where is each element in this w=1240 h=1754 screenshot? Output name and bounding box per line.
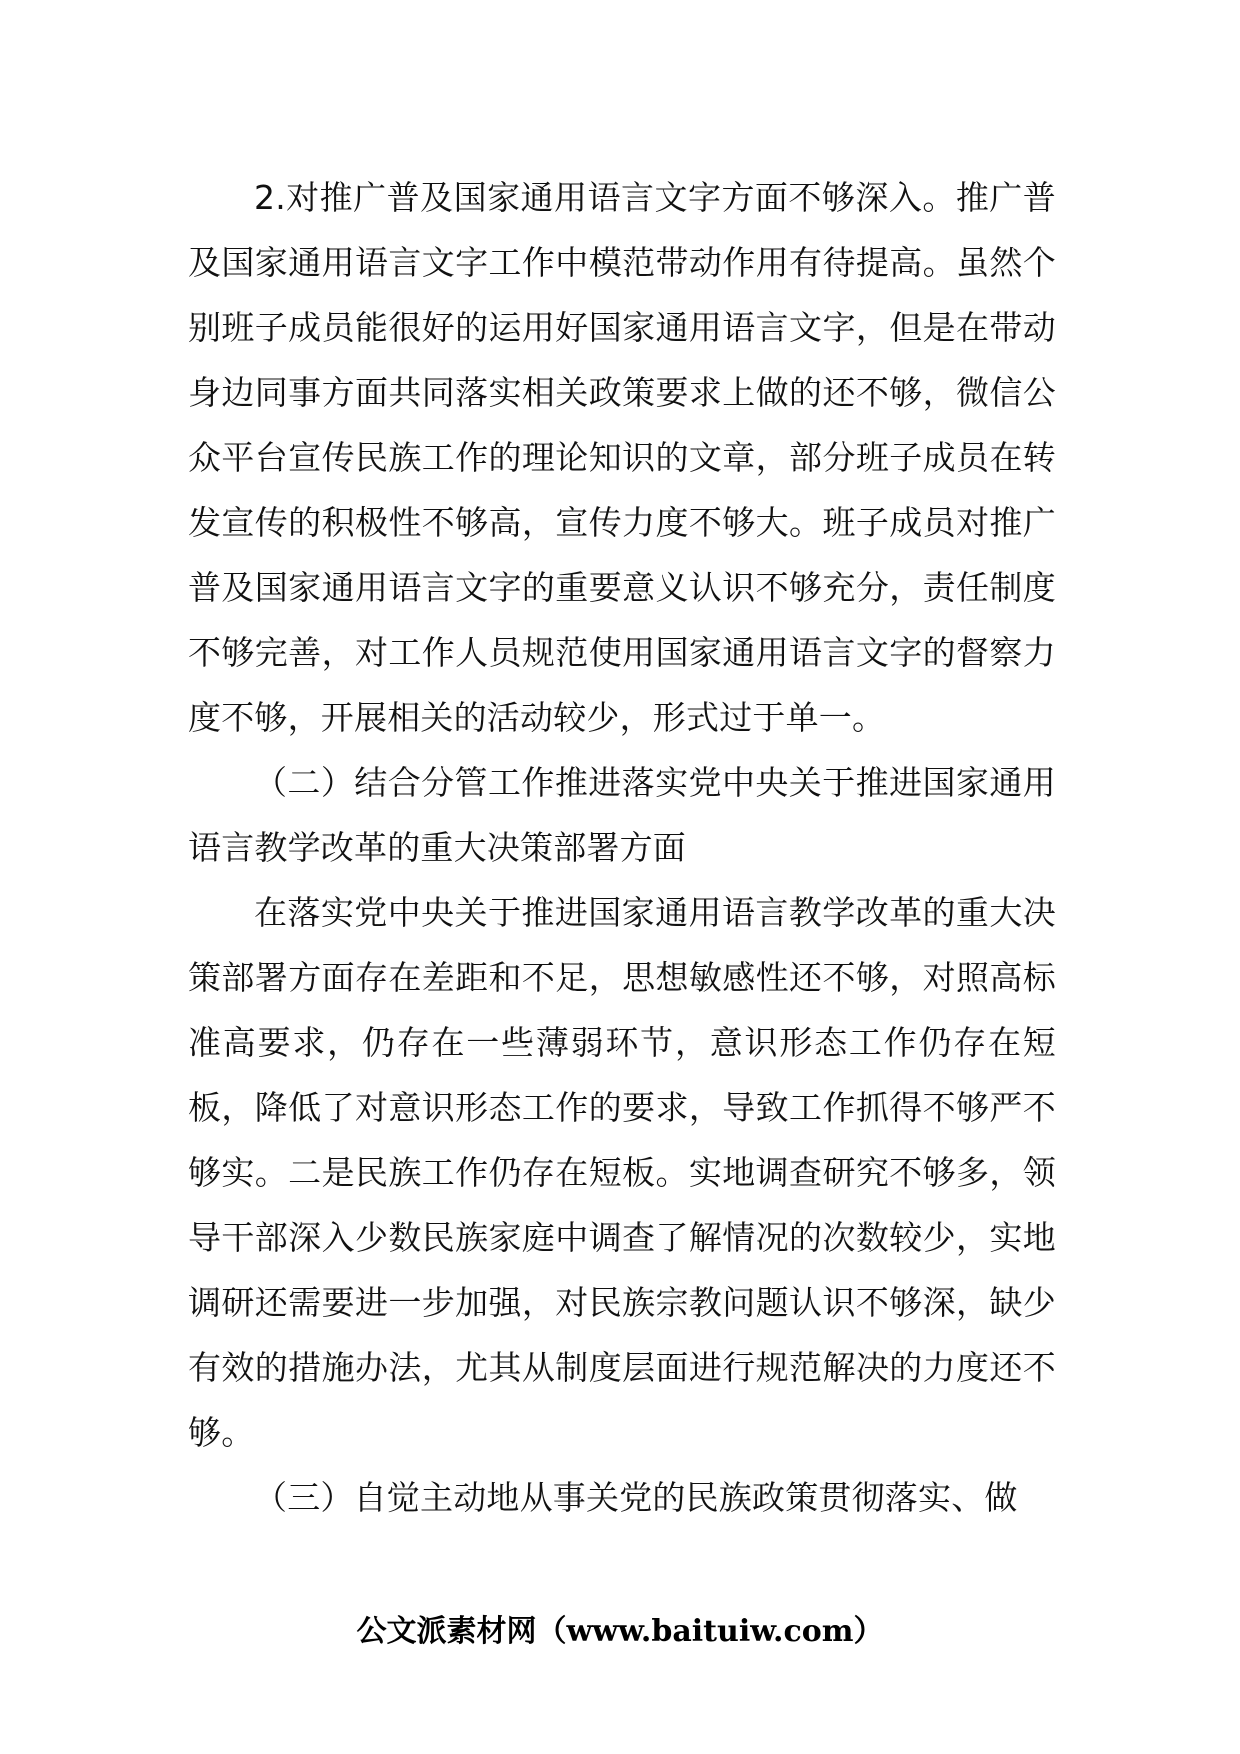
document-body — [188, 165, 1056, 1530]
paragraph-section-2-body: 在落实党中央关于推进国家通用语言教学改革的重大决策部署方面存在差距和不足，思想敏感性还不够，对照高标准高要求，仍存在一些薄弱环节，意识形态工作仍存在短板，降低了对意识形态工作的要求，导致工作抓得不够严不够实。二是民族工作仍存在短板。实地调查研究不够多，领导干部深入少数民族家庭中调查了解情况的次数较少，实地调研还需要进一步加强，对民族宗教问题认识不够深，缺少有效的措施办法，尤其从制度层面进行规范解决的力度还不够。 — [188, 893, 1056, 1452]
section-heading-2: （二）结合分管工作推进落实党中央关于推进国家通用语言教学改革的重大决策部署方面 — [188, 763, 1056, 867]
watermark-footer: 公文派素材网（www.baituiw.com） — [356, 1614, 884, 1649]
section-heading-3: （三）自觉主动地从事关党的民族政策贯彻落实、做 — [254, 1478, 1018, 1517]
paragraph-item-2: 2.对推广普及国家通用语言文字方面不够深入。推广普及国家通用语言文字工作中模范带动作用有待提高。虽然个别班子成员能很好的运用好国家通用语言文字，但是在带动身边同事方面共同落实相关政策要求上做的还不够，微信公众平台宣传民族工作的理论知识的文章，部分班子成员在转发宣传的积极性不够高，宣传力度不够大。班子成员对推广普及国家通用语言文字的重要意义认识不够充分，责任制度不够完善，对工作人员规范使用国家通用语言文字的督察力度不够，开展相关的活动较少，形式过于单一。 — [188, 178, 1056, 737]
